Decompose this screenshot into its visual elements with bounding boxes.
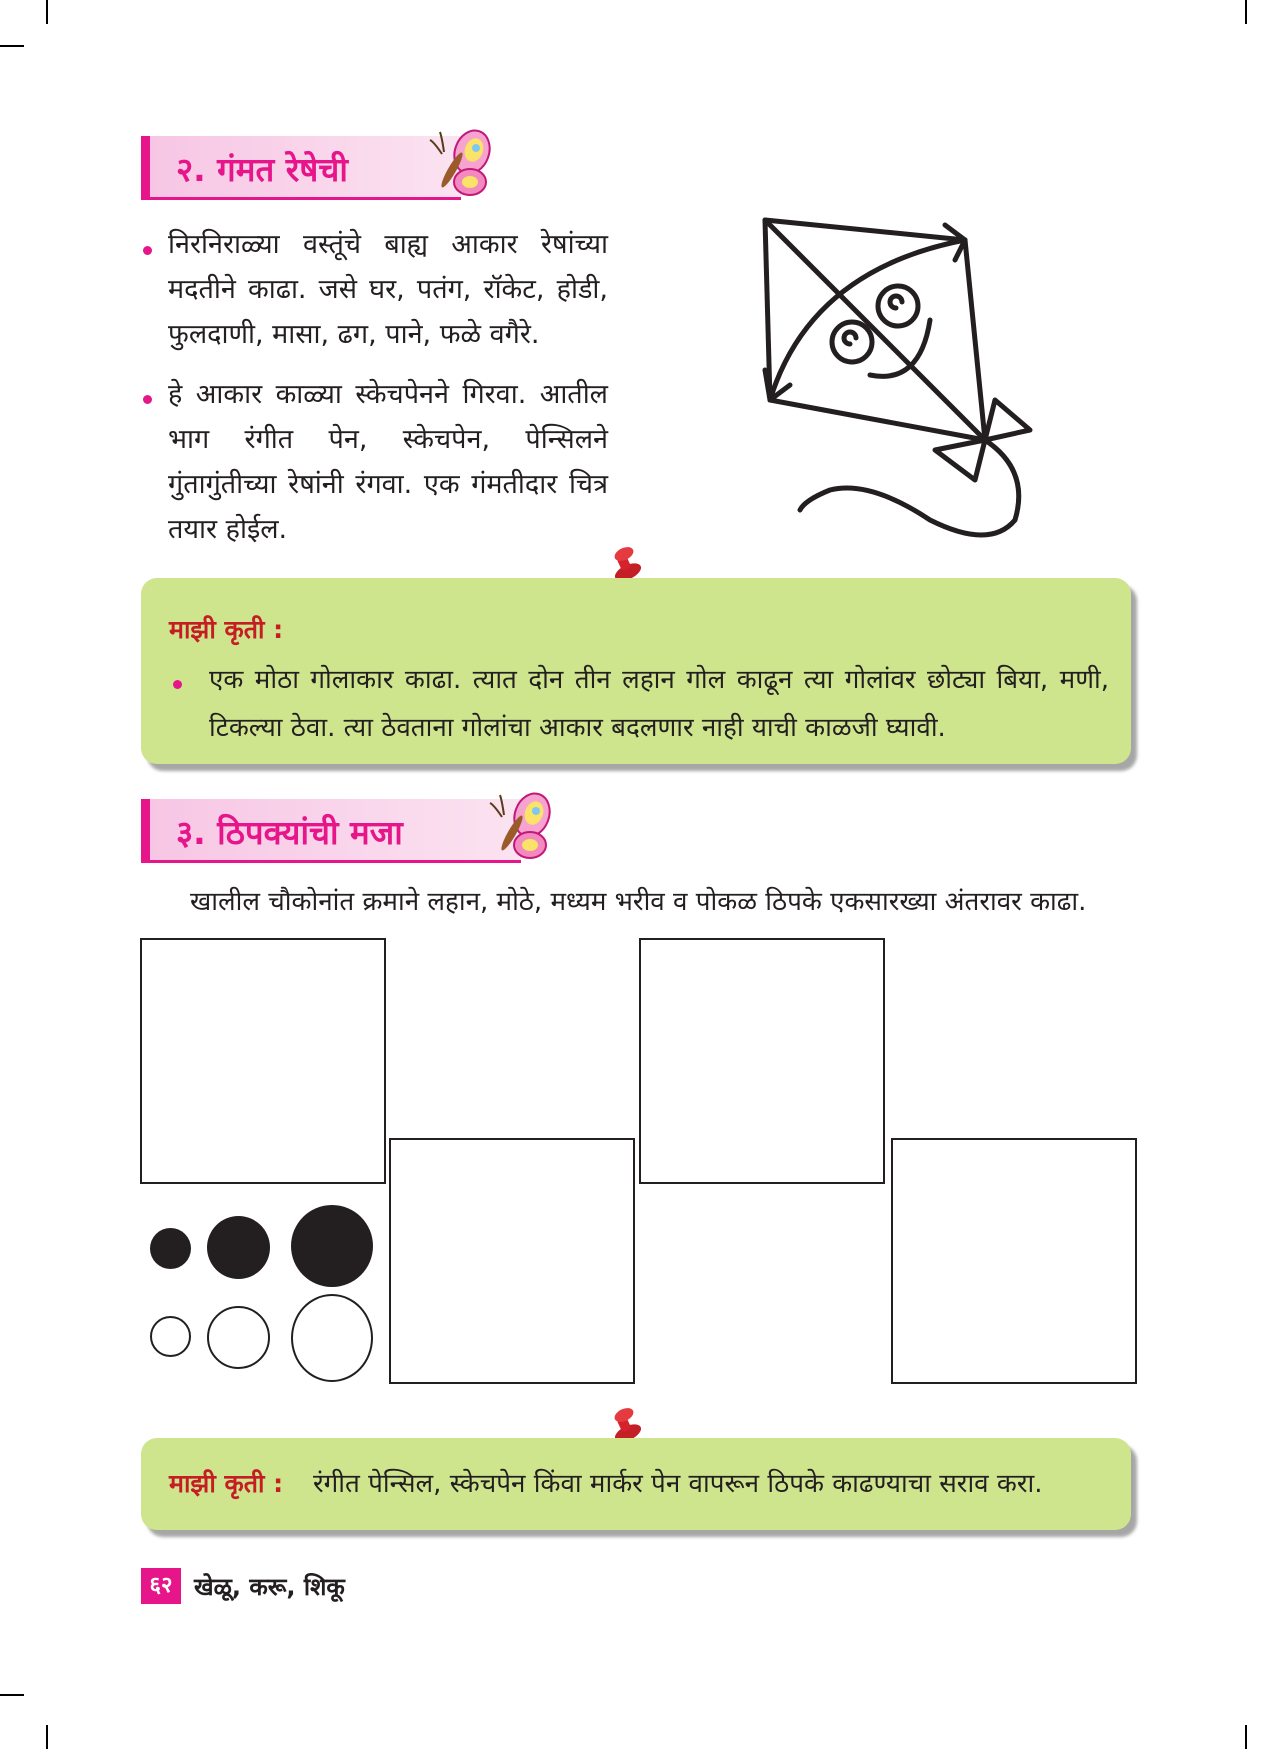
large-solid-dot <box>291 1205 373 1287</box>
section2-header <box>141 136 461 200</box>
medium-solid-dot <box>207 1216 270 1279</box>
crop-mark <box>46 1725 48 1749</box>
section3-title: ३. ठिपक्यांची मजा <box>176 813 403 852</box>
drawing-box[interactable] <box>891 1138 1137 1384</box>
large-hollow-dot <box>291 1294 373 1382</box>
medium-hollow-dot <box>207 1306 270 1369</box>
butterfly-icon <box>428 128 498 206</box>
activity-text: एक मोठा गोलाकार काढा. त्यात दोन तीन लहान गोल काढून त्या गोलांवर छोट्या बिया, मणी, टिकल्या ठेवा. त्या ठेवताना गोलांचा आकार बदलणार नाही याची काळजी घ्यावी. <box>209 665 1109 743</box>
activity-box-2 <box>141 1438 1131 1530</box>
drawing-box[interactable] <box>639 938 885 1184</box>
crop-mark <box>0 45 24 47</box>
activity-box-1 <box>141 578 1131 764</box>
section2-bullet-1: निरनिराळ्या वस्तूंचे बाह्य आकार रेषांच्या मदतीने काढा. जसे घर, पतंग, रॉकेट, होडी, फुलदाणी, मासा, ढग, पाने, फळे वगैरे. <box>168 229 608 350</box>
bullet-dot <box>143 395 152 404</box>
activity-label: माझी कृती : <box>169 1469 284 1498</box>
drawing-box[interactable] <box>389 1138 635 1384</box>
drawing-box[interactable] <box>140 938 386 1184</box>
kite-illustration <box>750 210 1050 550</box>
small-solid-dot <box>150 1228 191 1269</box>
activity-label: माझी कृती : <box>169 615 284 644</box>
book-title: खेळू, करू, शिकू <box>194 1573 345 1601</box>
bullet-dot <box>173 680 182 689</box>
section2-bullet-2: हे आकार काळ्या स्केचपेनने गिरवा. आतील भाग रंगीत पेन, स्केचपेन, पेन्सिलने गुंतागुंतीच्या रेषांनी रंगवा. एक गंमतीदार चित्र तयार होईल. <box>168 379 608 545</box>
crop-mark <box>46 0 48 24</box>
activity-text: रंगीत पेन्सिल, स्केचपेन किंवा मार्कर पेन वापरून ठिपके काढण्याचा सराव करा. <box>313 1469 1043 1499</box>
page-number-badge <box>141 1568 181 1604</box>
butterfly-icon <box>488 791 558 869</box>
small-hollow-dot <box>150 1316 191 1357</box>
crop-mark <box>0 1694 24 1696</box>
section3-header <box>141 799 521 863</box>
section2-title: २. गंमत रेषेची <box>176 150 348 189</box>
page-number: ६२ <box>149 1573 173 1598</box>
section3-instruction: खालील चौकोनांत क्रमाने लहान, मोठे, मध्यम भरीव व पोकळ ठिपके एकसारख्या अंतरावर काढा. <box>190 887 1087 917</box>
crop-mark <box>1245 1725 1247 1749</box>
bullet-dot <box>143 246 152 255</box>
crop-mark <box>1245 0 1247 24</box>
